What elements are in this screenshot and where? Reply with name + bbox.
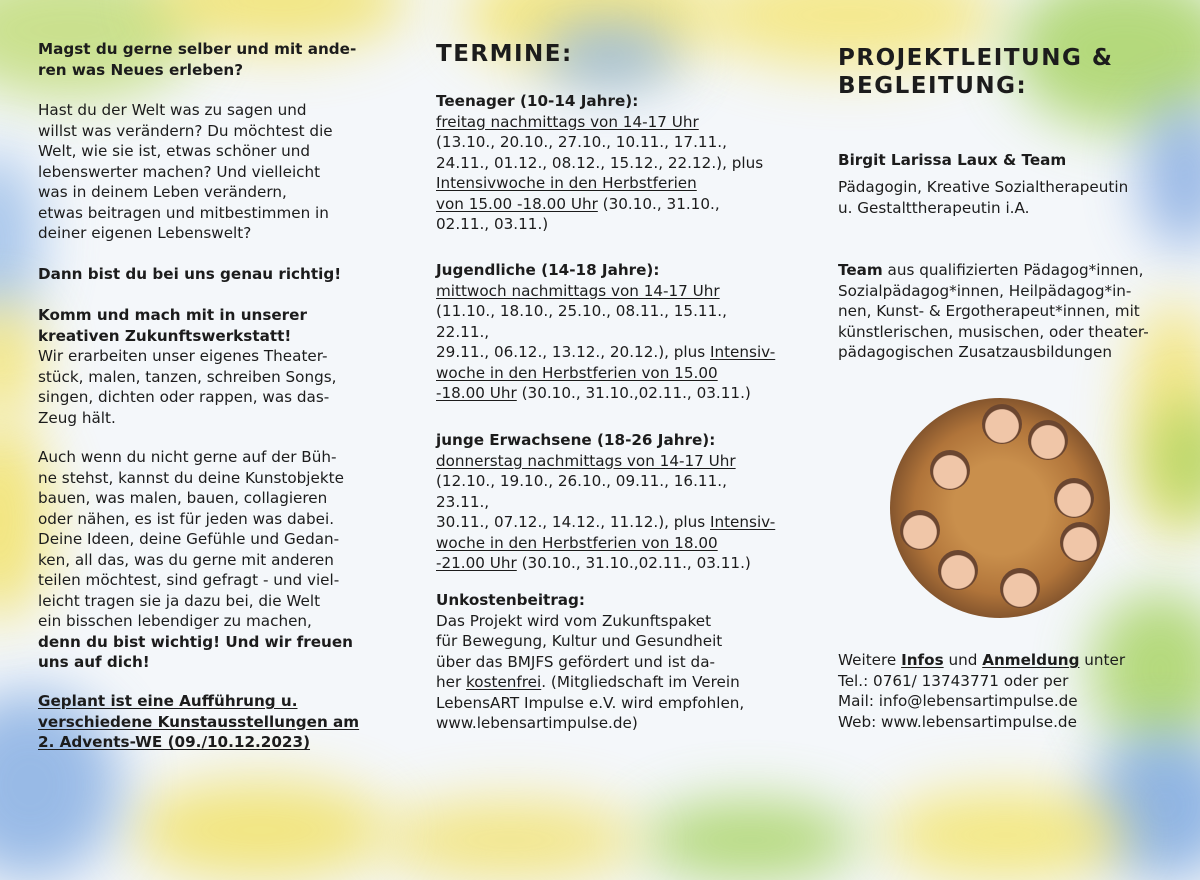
team-description: Team aus qualifizierten Pädagog*innen, Sozialpädagog*innen, Heilpädagog*in- nen, Kunst- & Ergotherapeut*innen, mit künstlerischen, musischen, oder theater- pädagogischen Zusatzausbildungen — [838, 261, 1149, 361]
infos-link[interactable]: Infos — [901, 651, 944, 669]
contact-info: Weitere Infos und Anmeldung unter Tel.: 0761/ 13743771 oder per Mail: info@lebensartimpulse.de Web: www.lebensartimpulse.de — [838, 650, 1178, 732]
person-face — [1060, 522, 1100, 562]
teen-schedule: Teenager (10-14 Jahre): freitag nachmittags von 14-17 Uhr (13.10., 20.10., 27.10., 10.11., 17.11., 24.11., 01.12., 08.12., 15.12., 22.12.), plus Intensivwoche in den Herbstferien von 15.00 -18.00 Uhr (30.10., 31.10., 02.11., 03.11.) — [436, 92, 764, 233]
cost-section: Unkostenbeitrag: Das Projekt wird vom Zukunftspaket für Bewegung, Kultur und Gesundheit über das BMJFS gefördert und ist da- her kostenfrei. (Mitgliedschaft im Verein LebensART Impulse e.V. wird empfohlen, www.lebensartimpulse.de) — [436, 591, 745, 732]
young-adults-schedule: junge Erwachsene (18-26 Jahre): donnerstag nachmittags von 14-17 Uhr (12.10., 19.10., 26.10., 09.11., 16.11., 23.11., 30.11., 07.12., 14.12., 11.12.), plus Intensiv- woche in den Herbstferien von 18.00 -21.00 Uhr (30.10., 31.10.,02.11., 03.11.) — [436, 431, 776, 572]
termine-heading: TERMINE: — [436, 41, 573, 67]
jugend-schedule: Jugendliche (14-18 Jahre): mittwoch nachmittags von 14-17 Uhr (11.10., 18.10., 25.10., 08.11., 15.11., 22.11., 29.11., 06.12., 13.12., 20.12.), plus Intensiv- woche in den Herbstferien von 15.00 -18.00 Uhr (30.10., 31.10.,02.11., 03.11.) — [436, 261, 776, 402]
mail-line[interactable]: Mail: info@lebensartimpulse.de — [838, 692, 1078, 710]
person-face — [938, 550, 978, 590]
right-place-line: Dann bist du bei uns genau richtig! — [38, 265, 342, 283]
question-paragraph: Hast du der Welt was zu sagen und willst was verändern? Du möchtest die Welt, wie sie ist, etwas schöner und lebenswerter machen? Und vielleicht was in deinem Leben verändern, etwas beitragen und mitbestimmen in deiner eigenen Lebenswelt? — [38, 101, 333, 242]
auch-paragraph: Auch wenn du nicht gerne auf der Büh- ne stehst, kannst du deine Kunstobjekte bauen, was malen, bauen, collagieren oder nähen, es ist für jeden was dabei. Deine Ideen, deine Gefühle und Gedan- ken, all das, was du gerne mit anderen teilen möchtest, sind gefragt - und viel- leicht tragen sie ja dazu bei, die Welt ein bisschen lebendiger zu machen, denn du bist wichtig! Und wir freuen uns auf dich! — [38, 448, 353, 671]
person-face — [982, 404, 1022, 444]
web-line[interactable]: Web: www.lebensartimpulse.de — [838, 712, 1077, 731]
person-face — [930, 450, 970, 490]
performance-note: Geplant ist eine Aufführung u. verschiedene Kunstausstellungen am 2. Advents-WE (09./10.12.2023) — [38, 692, 360, 751]
group-photo — [890, 398, 1110, 618]
komm-paragraph: Komm und mach mit in unserer kreativen Zukunftswerkstatt! Wir erarbeiten unser eigenes Theater- stück, malen, tanzen, schreiben Songs, singen, dichten oder rappen, was das- Zeug hält. — [38, 306, 337, 427]
leitung-heading: PROJEKTLEITUNG & BEGLEITUNG: — [838, 45, 1114, 99]
intro-question: Magst du gerne selber und mit ande- ren was Neues erleben? — [38, 40, 357, 79]
leader-role: Pädagogin, Kreative Sozialtherapeutin u. Gestalttherapeutin i.A. — [838, 178, 1129, 217]
person-face — [1000, 568, 1040, 608]
leader-name: Birgit Larissa Laux & Team — [838, 151, 1067, 169]
anmeldung-link[interactable]: Anmeldung — [982, 651, 1080, 669]
person-face — [900, 510, 940, 550]
person-face — [1028, 420, 1068, 460]
person-face — [1054, 478, 1094, 518]
